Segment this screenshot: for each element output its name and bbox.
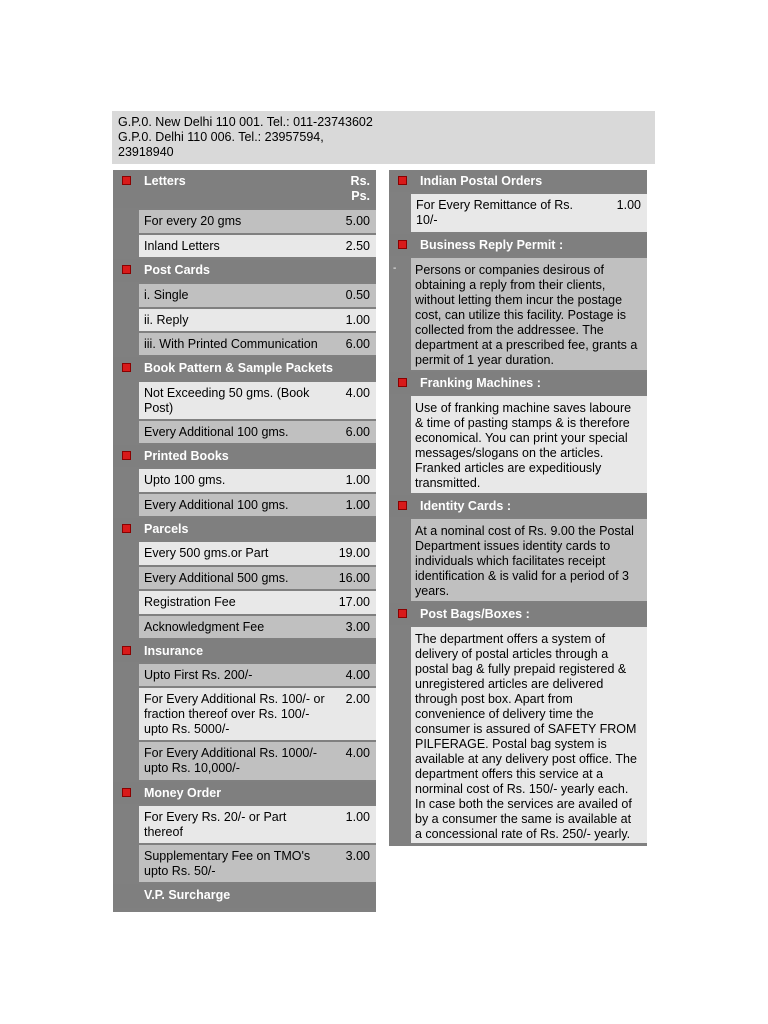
bullet-icon (398, 609, 407, 618)
section-identity-header: Identity Cards : (389, 495, 647, 519)
section-brp-header: Business Reply Permit : (389, 234, 647, 258)
list-item: Not Exceeding 50 gms. (Book Post) 4.00 (139, 382, 376, 421)
section-money-order-header: Money Order (113, 782, 376, 806)
bullet-icon (398, 378, 407, 387)
list-item: Acknowledgment Fee 3.00 (139, 616, 376, 640)
section-printed-books-header: Printed Books (113, 445, 376, 469)
description-block: At a nominal cost of Rs. 9.00 the Postal Department issues identity cards to individuals which facilitates receipt identification & is valid for a period of 3 years. (411, 519, 647, 603)
list-item: Upto 100 gms. 1.00 (139, 469, 376, 494)
list-item: For Every Additional Rs. 1000/- upto Rs. 10,000/- 4.00 (139, 742, 376, 782)
section-book-pattern-header: Book Pattern & Sample Packets (113, 357, 376, 382)
dash-marker: - (393, 263, 397, 274)
list-item: Every Additional 500 gms. 16.00 (139, 567, 376, 591)
info-table-right (389, 170, 647, 846)
bullet-icon (122, 265, 131, 274)
section-postbags-header: Post Bags/Boxes : (389, 603, 647, 627)
address-line-2: G.P.0. Delhi 110 006. Tel.: 23957594, (118, 130, 324, 144)
list-item: Every Additional 100 gms. 6.00 (139, 421, 376, 445)
list-item: For Every Additional Rs. 100/- or fraction thereof over Rs. 100/- upto Rs. 5000/- 2.00 (139, 688, 376, 742)
section-letters-header (113, 170, 376, 210)
list-item: For every 20 gms 5.00 (139, 210, 376, 235)
section-parcels-header: Parcels (113, 518, 376, 542)
tariff-table-left (113, 170, 376, 912)
section-insurance-header: Insurance (113, 640, 376, 664)
bullet-icon (122, 646, 131, 655)
list-item: Inland Letters 2.50 (139, 235, 376, 259)
section-franking-header: Franking Machines : (389, 372, 647, 396)
bullet-icon (122, 788, 131, 797)
list-item: For Every Remittance of Rs. 10/- 1.00 (411, 194, 647, 234)
bullet-icon (398, 176, 407, 185)
list-item: Upto First Rs. 200/- 4.00 (139, 664, 376, 688)
list-item: iii. With Printed Communication 6.00 (139, 333, 376, 357)
bullet-icon (122, 363, 131, 372)
list-item: ii. Reply 1.00 (139, 309, 376, 333)
bullet-icon (122, 176, 131, 185)
bullet-icon (122, 524, 131, 533)
list-item: Registration Fee 17.00 (139, 591, 376, 616)
list-item: Every 500 gms.or Part 19.00 (139, 542, 376, 567)
bullet-icon (398, 501, 407, 510)
section-vp-surcharge-header: V.P. Surcharge (113, 884, 376, 908)
description-block: Use of franking machine saves laboure & time of pasting stamps & is therefore economical. You can print your special messages/slogans on the articles. Franked articles are expeditiously transmitted. (411, 396, 647, 495)
address-block (112, 111, 655, 164)
list-item: i. Single 0.50 (139, 284, 376, 309)
list-item: Supplementary Fee on TMO's upto Rs. 50/- 3.00 (139, 845, 376, 884)
bullet-icon (398, 240, 407, 249)
section-ipo-header: Indian Postal Orders (389, 170, 647, 194)
list-item: Every Additional 100 gms. 1.00 (139, 494, 376, 518)
list-item: For Every Rs. 20/- or Part thereof 1.00 (139, 806, 376, 845)
description-block: The department offers a system of delivery of postal articles through a postal bag & fully prepaid registered & unregistered articles are delivered through post box. Apart from convenience of delivery time the consumer is assured of SAFETY FROM PILFERAGE. Postal bag system is available at any delivery post office. The department offers this service at a norminal cost of Rs. 150/- yearly each. In case both the services are availed of by a consumer the same is available at a concessional rate of Rs. 250/- yearly. (411, 627, 647, 843)
section-post-cards-header: Post Cards (113, 259, 376, 284)
address-line-3: 23918940 (118, 145, 174, 159)
section-title: Letters (144, 174, 186, 188)
bullet-icon (122, 451, 131, 460)
rs-ps-heading: Rs. Ps. (350, 174, 370, 203)
address-line-1: G.P.0. New Delhi 110 001. Tel.: 011-23743602 (118, 115, 373, 129)
description-block: - Persons or companies desirous of obtaining a reply from their clients, without letting them incur the postage cost, can utilize this facility. Postage is collected from the addressee. The department at a prescribed fee, grants a permit of 1 year duration. (411, 258, 647, 372)
